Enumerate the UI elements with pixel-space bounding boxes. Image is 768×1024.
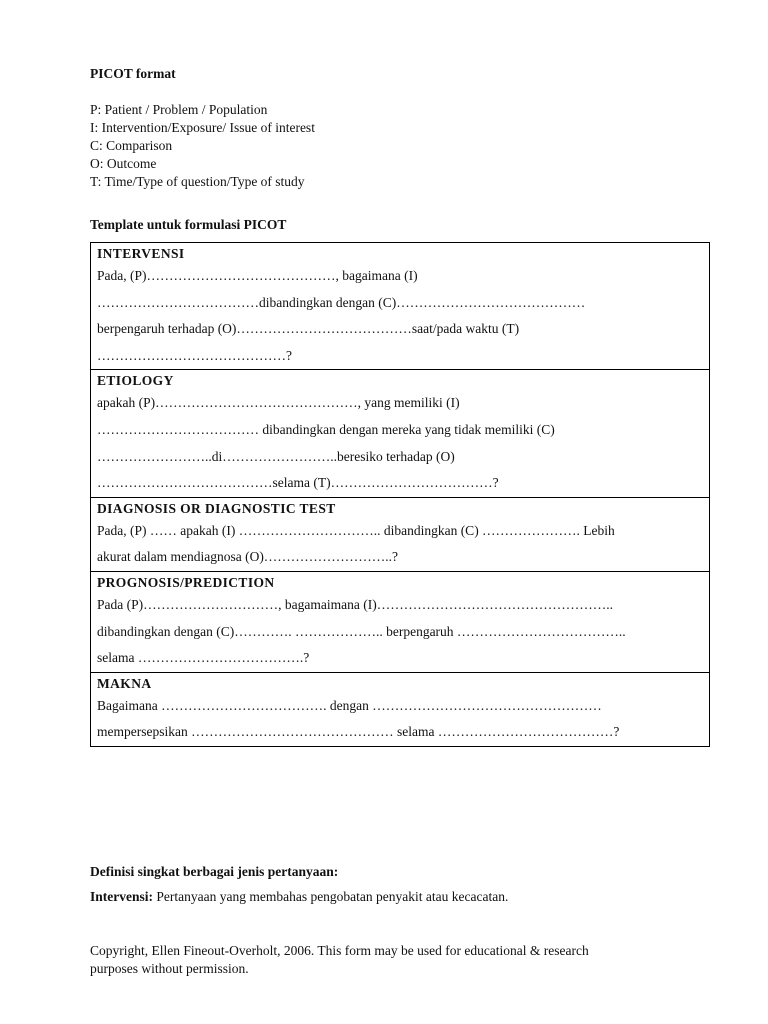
section-line: Bagaimana ………………………………. dengan …………………………………………… [97, 697, 602, 713]
copyright-line: Copyright, Ellen Fineout-Overholt, 2006. This form may be used for educational & research [90, 943, 589, 958]
section-line: ………………………………dibandingkan dengan (C)…………………………………… [97, 294, 586, 310]
section-line: berpengaruh terhadap (O)…………………………………saat/pada waktu (T) [97, 321, 520, 337]
section-heading: MAKNA [97, 675, 152, 691]
section-heading: DIAGNOSIS OR DIAGNOSTIC TEST [97, 500, 336, 516]
document-title: PICOT format [90, 66, 176, 81]
definitions-title: Definisi singkat berbagai jenis pertanyaan: [90, 864, 339, 879]
legend-item-p: P: Patient / Problem / Population [90, 102, 268, 117]
definition-text: Pertanyaan yang membahas pengobatan penyakit atau kecacatan. [153, 889, 509, 904]
picot-template-table [90, 242, 710, 747]
copyright-line: purposes without permission. [90, 961, 249, 976]
section-line: akurat dalam mendiagnosa (O)………………………..? [97, 549, 399, 565]
section-heading: INTERVENSI [97, 246, 185, 261]
legend-item-c: C: Comparison [90, 138, 173, 153]
picot-legend [90, 101, 315, 191]
section-etiology [91, 370, 710, 497]
section-line: Pada, (P) …… apakah (I) ………………………….. dibandingkan (C) …………………. Lebih [97, 522, 615, 538]
template-title: Template untuk formulasi PICOT [90, 217, 287, 232]
section-intervensi [91, 243, 710, 370]
section-line: apakah (P)………………………………………, yang memiliki (I) [97, 395, 460, 411]
section-line: dibandingkan dengan (C)…………. ……………….. berpengaruh ……………………………….. [97, 623, 626, 639]
section-line: …………………………………selama (T)………………………………? [97, 475, 499, 491]
section-line: selama ……………………………….? [97, 650, 310, 666]
legend-item-o: O: Outcome [90, 156, 157, 171]
section-line: ……………………………… dibandingkan dengan mereka yang tidak memiliki (C) [97, 421, 555, 437]
section-diagnosis [91, 497, 710, 571]
section-heading: ETIOLOGY [97, 373, 174, 389]
section-line: ……………………..di……………………..beresiko terhadap (O) [97, 448, 455, 464]
section-line: Pada (P)…………………………, bagamaimana (I)…………………………………………….. [97, 596, 613, 612]
legend-item-i: I: Intervention/Exposure/ Issue of interest [90, 120, 315, 135]
section-makna [91, 672, 710, 746]
section-prognosis [91, 571, 710, 672]
section-heading: PROGNOSIS/PREDICTION [97, 574, 275, 590]
section-line: ……………………………………? [97, 347, 292, 363]
definition-entry [90, 889, 508, 905]
section-line: mempersepsikan ……………………………………… selama …………………………………? [97, 724, 620, 740]
section-line: Pada, (P)……………………………………, bagaimana (I) [97, 268, 418, 283]
legend-item-t: T: Time/Type of question/Type of study [90, 174, 305, 189]
definition-term: Intervensi: [90, 889, 153, 904]
copyright-notice [90, 942, 589, 978]
